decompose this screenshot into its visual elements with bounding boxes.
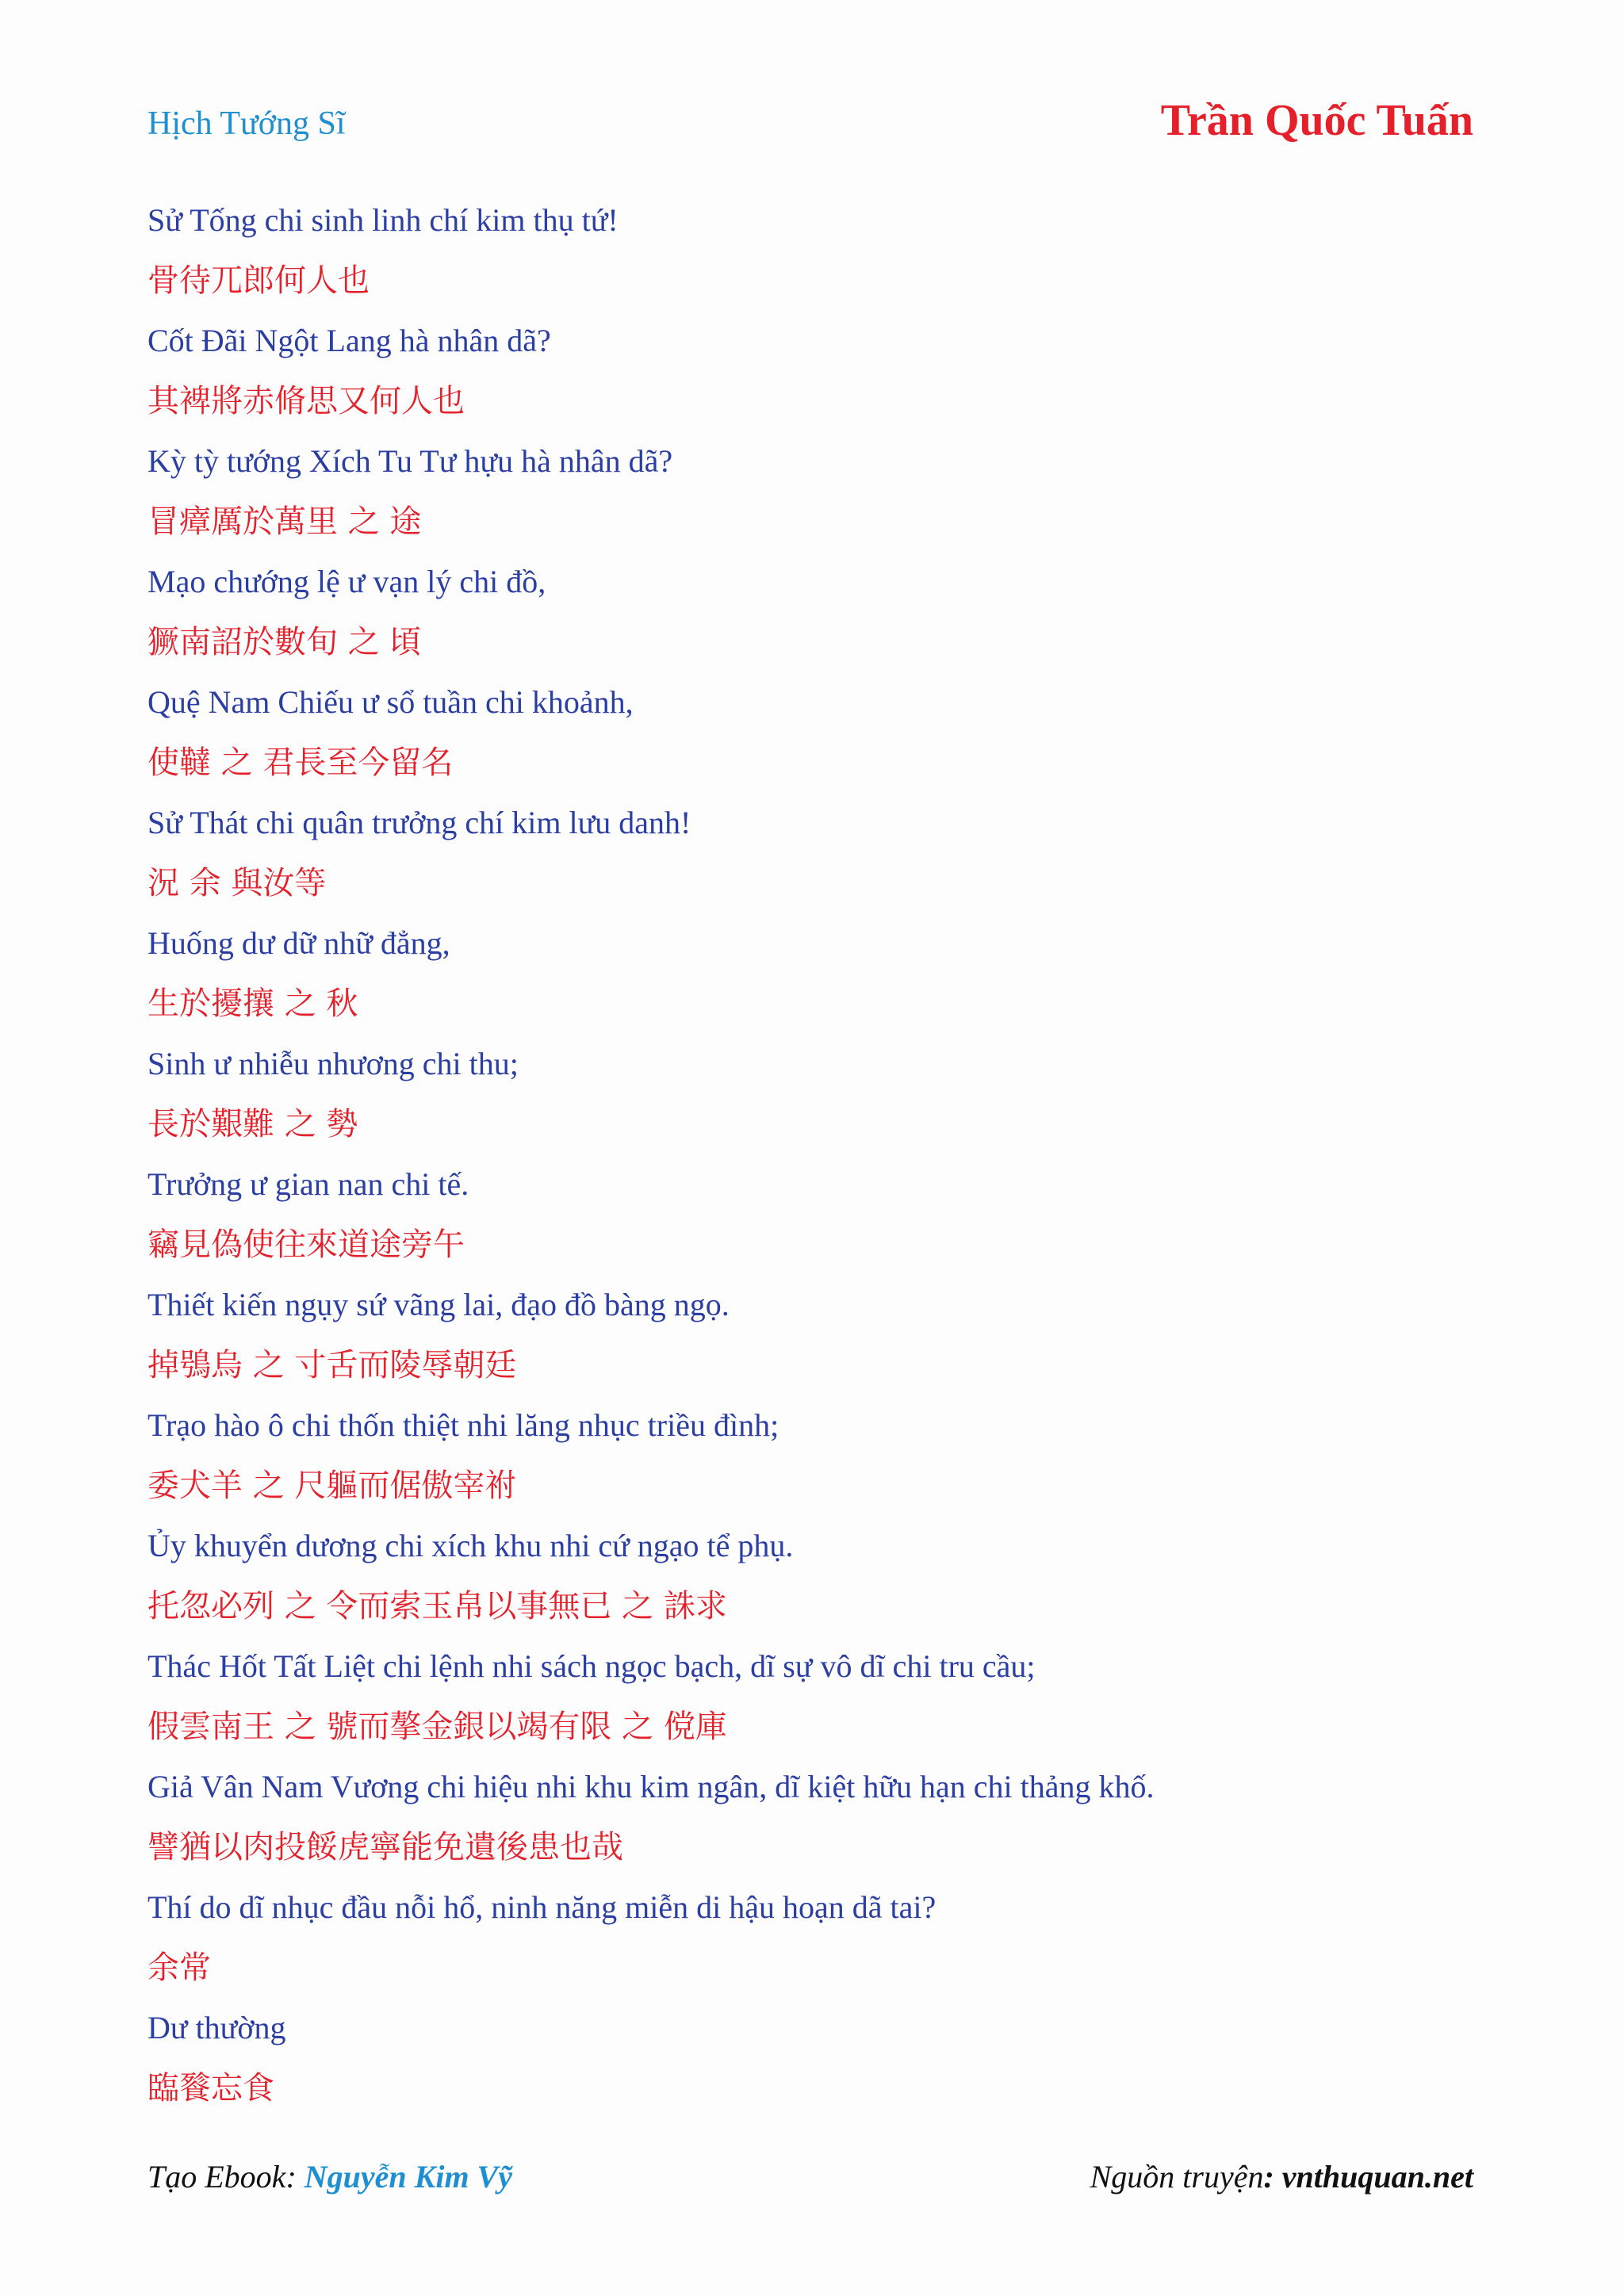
text-line: Sinh ư nhiễu nhương chi thu;	[147, 1046, 519, 1081]
text-line: Huống dư dữ nhữ đẳng,	[147, 925, 450, 961]
text-line: 骨待兀郎何人也	[147, 262, 370, 299]
text-line: 獗南詔於數旬 之 頃	[147, 624, 422, 660]
text-line: 托忽必列 之 令而索玉帛以事無已 之 誅求	[147, 1588, 727, 1624]
text-line: Thí do dĩ nhục đầu nỗi hổ, ninh năng miễn di hậu hoạn dã tai?	[147, 1889, 936, 1925]
text-line: 冒瘴厲於萬里 之 途	[147, 503, 422, 540]
text-line: Giả Vân Nam Vương chi hiệu nhi khu kim ngân, dĩ kiệt hữu hạn chi thảng khố.	[147, 1769, 1155, 1804]
text-line: 臨餮忘食	[147, 2070, 274, 2107]
ebook-author: Nguyễn Kim Vỹ	[304, 2159, 512, 2195]
text-line: 余常	[147, 1950, 211, 1986]
text-line: 竊見偽使往來道途旁午	[147, 1226, 465, 1263]
text-line: 長於艱難 之 勢	[147, 1106, 358, 1142]
text-line: Quệ Nam Chiếu ư sổ tuần chi khoảnh,	[147, 684, 634, 720]
footer-ebook-credit: Tạo Ebook: Nguyễn Kim Vỹ	[147, 2159, 512, 2195]
text-line: 使韃 之 君長至今留名	[147, 744, 454, 781]
text-line: 況 余 與汝等	[147, 865, 327, 901]
text-line: 假雲南王 之 號而摮金銀以竭有限 之 傥庫	[147, 1709, 727, 1745]
text-line: 掉鴞烏 之 寸舌而陵辱朝廷	[147, 1347, 517, 1383]
text-line: Mạo chướng lệ ư vạn lý chi đồ,	[147, 564, 546, 599]
text-line: 其裨將赤脩思又何人也	[147, 383, 465, 419]
text-line: Thác Hốt Tất Liệt chi lệnh nhi sách ngọc bạch, dĩ sự vô dĩ chi tru cầu;	[147, 1648, 1036, 1684]
text-line: Trưởng ư gian nan chi tế.	[147, 1166, 469, 1202]
ebook-label: Tạo Ebook	[147, 2159, 286, 2195]
text-line: Cốt Đãi Ngột Lang hà nhân dã?	[147, 323, 551, 358]
text-line: Trạo hào ô chi thốn thiệt nhi lăng nhục triều đình;	[147, 1407, 779, 1443]
text-body	[147, 190, 1496, 2118]
text-line: 譬猶以肉投餒虎寧能免遺後患也哉	[147, 1829, 623, 1866]
text-line: 委犬羊 之 尺軀而倨傲宰祔	[147, 1468, 517, 1504]
footer-source-credit: Nguồn truyện: vnthuquan.net	[1090, 2159, 1473, 2195]
text-line: Sử Tống chi sinh linh chí kim thụ tứ!	[147, 202, 619, 238]
text-line: Thiết kiến ngụy sứ vãng lai, đạo đồ bàng ngọ.	[147, 1287, 730, 1322]
document-author: Trần Quốc Tuấn	[1160, 96, 1473, 145]
text-line: Kỳ tỳ tướng Xích Tu Tư hựu hà nhân dã?	[147, 443, 673, 479]
source-label: Nguồn truyện	[1090, 2159, 1264, 2195]
text-line: Dư thường	[147, 2010, 286, 2045]
text-line: Ủy khuyển dương chi xích khu nhi cứ ngạo tể phụ.	[147, 1528, 794, 1563]
text-line: 生於擾攘 之 秋	[147, 985, 358, 1022]
text-line: Sử Thát chi quân trưởng chí kim lưu danh!	[147, 805, 691, 840]
document-title: Hịch Tướng Sĩ	[147, 105, 346, 142]
source-site[interactable]: vnthuquan.net	[1281, 2159, 1473, 2195]
